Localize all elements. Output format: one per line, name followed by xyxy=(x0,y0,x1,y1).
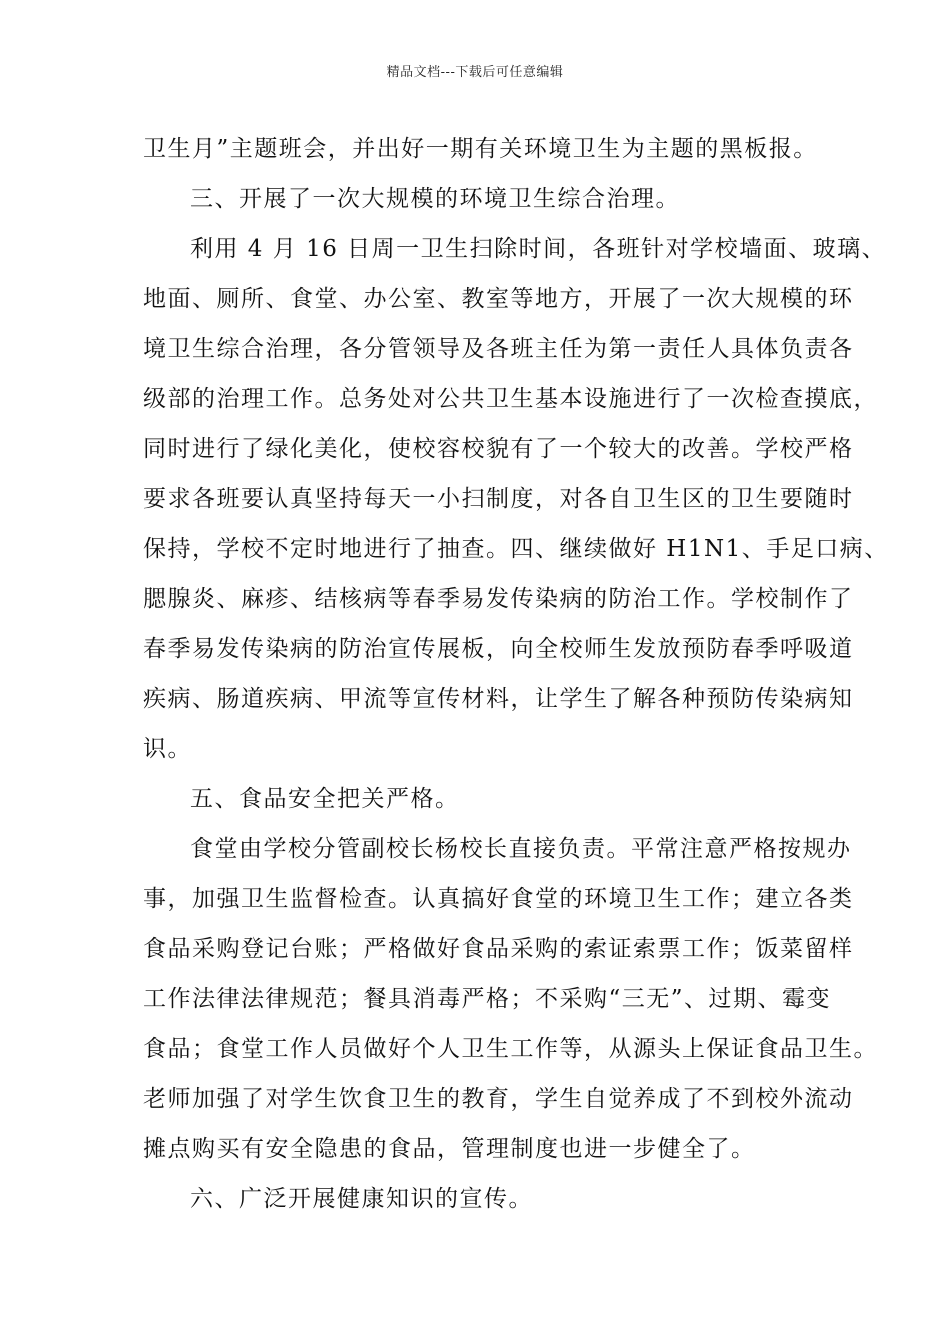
text-line: 食堂由学校分管副校长杨校长直接负责。平常注意严格按规办 xyxy=(190,836,852,862)
document-body xyxy=(143,124,889,1224)
text-line: 卫生月”主题班会，并出好一期有关环境卫生为主题的黑板报。 xyxy=(143,136,818,162)
section-heading-6: 六、广泛开展健康知识的宣传。 xyxy=(190,1186,533,1212)
text-line: 疾病、肠道疾病、甲流等宣传材料，让学生了解各种预防传染病知 xyxy=(143,686,854,712)
text-line: 识。 xyxy=(143,736,192,762)
text-line: 工作法律法律规范；餐具消毒严格；不采购“三无”、过期、霉变 xyxy=(143,986,832,1012)
text-line: 老师加强了对学生饮食卫生的教育，学生自觉养成了不到校外流动 xyxy=(143,1086,854,1112)
page-header: 精品文档---下载后可任意编辑 xyxy=(386,65,564,80)
text-line: 级部的治理工作。总务处对公共卫生基本设施进行了一次检查摸底， xyxy=(143,386,878,412)
section-heading-3: 三、开展了一次大规模的环境卫生综合治理。 xyxy=(190,186,680,212)
text-line: 地面、厕所、食堂、办公室、教室等地方，开展了一次大规模的环 xyxy=(143,286,854,312)
text-line: 春季易发传染病的防治宣传展板，向全校师生发放预防春季呼吸道 xyxy=(143,636,854,662)
text-line: 食品；食堂工作人员做好个人卫生工作等，从源头上保证食品卫生。 xyxy=(143,1036,878,1062)
text-line: 腮腺炎、麻疹、结核病等春季易发传染病的防治工作。学校制作了 xyxy=(143,586,854,612)
text-line: 境卫生综合治理，各分管领导及各班主任为第一责任人具体负责各 xyxy=(143,336,854,362)
text-line: 要求各班要认真坚持每天一小扫制度，对各自卫生区的卫生要随时 xyxy=(143,486,854,512)
text-line: 事，加强卫生监督检查。认真搞好食堂的环境卫生工作；建立各类 xyxy=(143,886,854,912)
text-line: 保持，学校不定时地进行了抽查。四、继续做好 H1N1、手足口病、 xyxy=(143,536,889,562)
text-line: 同时进行了绿化美化，使校容校貌有了一个较大的改善。学校严格 xyxy=(143,436,854,462)
text-line: 利用 4 月 16 日周一卫生扫除时间，各班针对学校墙面、玻璃、 xyxy=(190,236,887,262)
text-line: 食品采购登记台账；严格做好食品采购的索证索票工作；饭菜留样 xyxy=(143,936,854,962)
section-heading-5: 五、食品安全把关严格。 xyxy=(190,786,460,812)
text-line: 摊点购买有安全隐患的食品，管理制度也进一步健全了。 xyxy=(143,1136,756,1162)
